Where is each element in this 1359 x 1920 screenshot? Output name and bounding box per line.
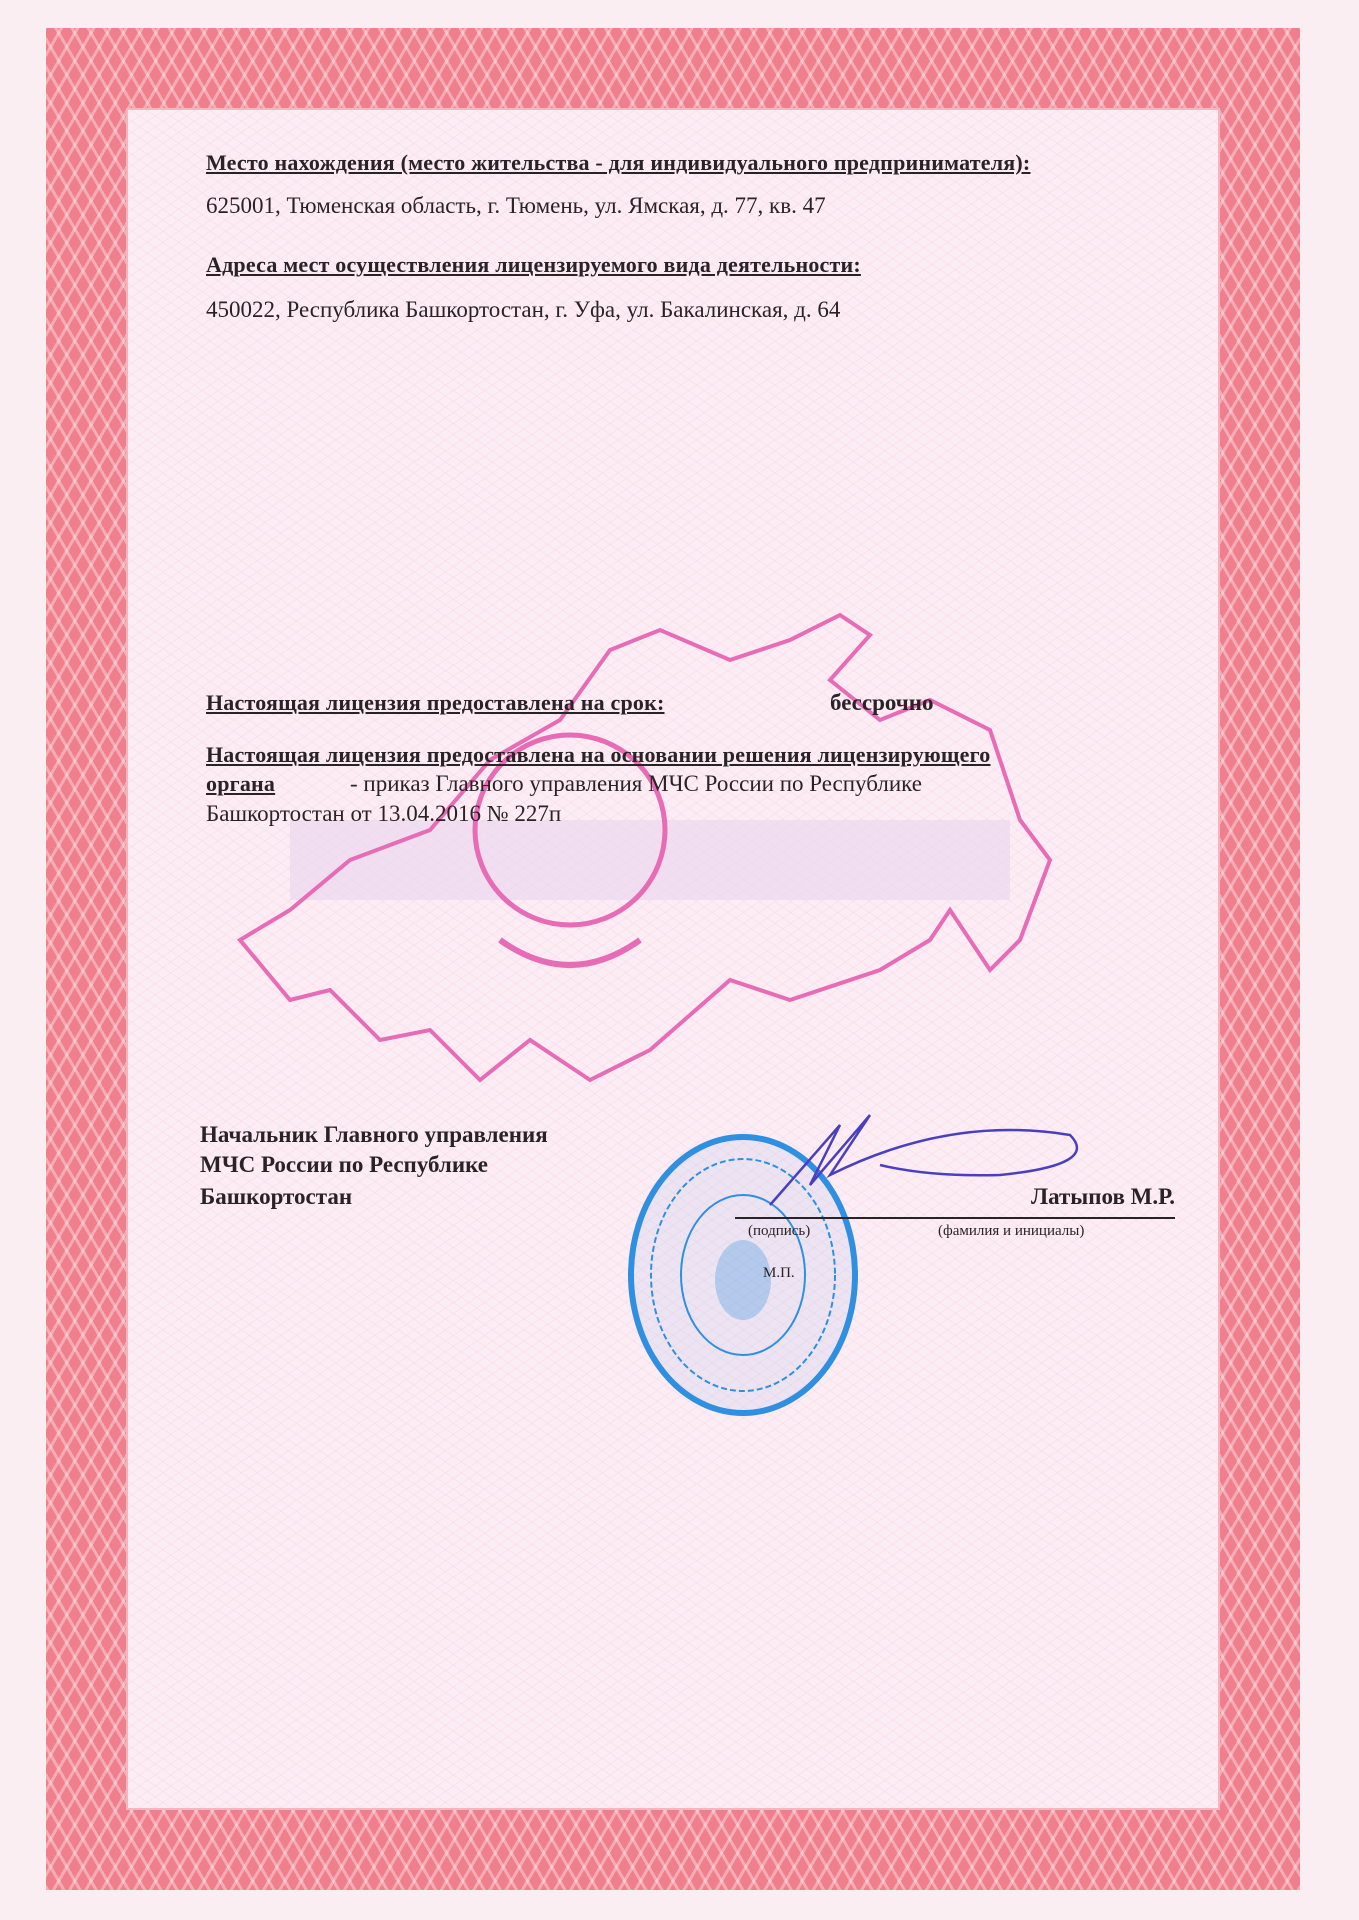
signatory-position-3: Башкортостан <box>200 1184 353 1209</box>
basis-value: - приказ Главного управления МЧС России по Республике <box>350 771 922 796</box>
signature-line <box>735 1217 1175 1219</box>
basis-heading: Настоящая лицензия предоставлена на основании решения лицензирующего <box>206 742 991 767</box>
signature-caption: (подпись) <box>748 1223 811 1239</box>
seal-mark: М.П. <box>763 1265 795 1281</box>
signatory-name: Латыпов М.Р. <box>1030 1184 1175 1209</box>
term-value: бессрочно <box>830 690 934 715</box>
basis-heading-end: органа <box>206 771 276 796</box>
name-caption: (фамилия и инициалы) <box>938 1223 1085 1239</box>
location-heading: Место нахождения (место жительства - для индивидуального предпринимателя): <box>206 150 1031 175</box>
russia-map-emblem <box>230 610 1090 1130</box>
term-heading: Настоящая лицензия предоставлена на срок: <box>206 690 665 715</box>
signatory-position-2: МЧС России по Республике <box>200 1152 488 1177</box>
activity-address-value: 450022, Республика Башкортостан, г. Уфа, ул. Бакалинская, д. 64 <box>206 297 841 322</box>
basis-value-cont: Башкортостан от 13.04.2016 № 227п <box>206 801 562 826</box>
location-value: 625001, Тюменская область, г. Тюмень, ул. Ямская, д. 77, кв. 47 <box>206 193 826 218</box>
activity-addresses-heading: Адреса мест осуществления лицензируемого вида деятельности: <box>206 252 861 277</box>
signatory-position-1: Начальник Главного управления <box>200 1122 548 1147</box>
